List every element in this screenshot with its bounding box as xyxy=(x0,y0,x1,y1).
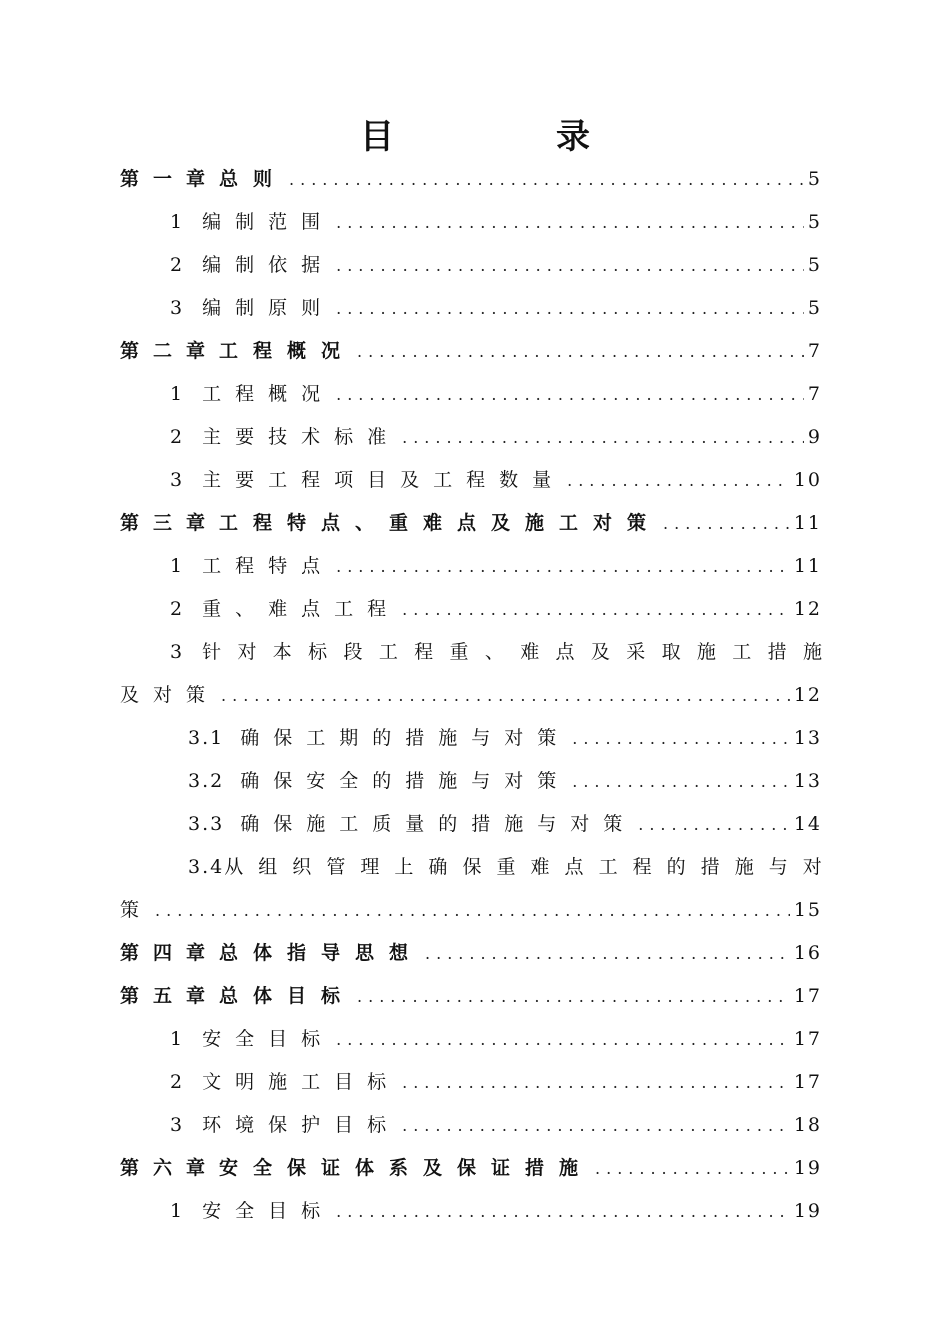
title-char: 难 xyxy=(520,641,540,663)
toc-chapter-6[interactable] xyxy=(120,1147,822,1190)
subsection-number: 3.4 xyxy=(188,856,225,878)
page-number: 5 xyxy=(807,297,822,319)
section-number: 2 xyxy=(170,598,185,620)
title-char: 上 xyxy=(394,856,414,878)
toc-item-6-1[interactable] xyxy=(120,1190,822,1233)
toc-item-3-2[interactable] xyxy=(120,588,822,631)
subsection-number: 3.3 xyxy=(188,813,225,835)
title-char: 难 xyxy=(530,856,550,878)
toc-item-3-3-line2[interactable] xyxy=(120,674,822,717)
page-number: 14 xyxy=(793,813,822,835)
chapter-title: 工程特点、重难点及施工对策 xyxy=(219,512,662,534)
toc-item-3-3-4-line2[interactable] xyxy=(120,889,822,932)
title-char: 施 xyxy=(802,641,822,663)
dot-leader xyxy=(638,803,790,846)
dot-leader xyxy=(336,373,804,416)
title-char: 点 xyxy=(555,641,575,663)
title-char: 取 xyxy=(661,641,681,663)
title-char: 工 xyxy=(598,856,618,878)
toc-item-5-1[interactable] xyxy=(120,1018,822,1061)
title-char: 重 xyxy=(449,641,469,663)
subsection-title: 确保安全的措施与对策 xyxy=(240,770,571,792)
dot-leader xyxy=(336,244,804,287)
toc-item-2-2[interactable] xyxy=(120,416,822,459)
subsection-title: 确保工期的措施与对策 xyxy=(240,727,571,749)
section-number: 1 xyxy=(170,211,185,233)
section-title: 编制范围 xyxy=(202,211,335,233)
title-char: 理 xyxy=(360,856,380,878)
title-char: 程 xyxy=(414,641,434,663)
page-number: 19 xyxy=(793,1200,822,1222)
toc-item-5-3[interactable] xyxy=(120,1104,822,1147)
section-number: 3 xyxy=(170,297,185,319)
dot-leader xyxy=(336,287,804,330)
page-number: 12 xyxy=(793,684,822,706)
section-title-line2: 及对策 xyxy=(120,684,220,706)
toc-item-3-3-3[interactable] xyxy=(120,803,822,846)
title-char: 段 xyxy=(343,641,363,663)
section-title: 编制依据 xyxy=(202,254,335,276)
dot-leader xyxy=(567,459,790,502)
section-title: 环境保护目标 xyxy=(202,1114,401,1136)
dot-leader xyxy=(155,889,790,932)
toc-item-1-3[interactable] xyxy=(120,287,822,330)
toc-item-1-1[interactable] xyxy=(120,201,822,244)
page-number: 15 xyxy=(793,899,822,921)
section-title: 安全目标 xyxy=(202,1200,335,1222)
title-char: 针 xyxy=(202,641,222,663)
page-number: 5 xyxy=(807,168,822,190)
dot-leader xyxy=(357,975,790,1018)
section-title: 重、难点工程 xyxy=(202,598,401,620)
dot-leader xyxy=(336,1190,790,1233)
page-number: 9 xyxy=(807,426,822,448)
title-char: 工 xyxy=(732,641,752,663)
page-number: 17 xyxy=(793,1028,822,1050)
page-number: 10 xyxy=(793,469,822,491)
section-title: 主要技术标准 xyxy=(202,426,401,448)
toc-item-3-3-1[interactable] xyxy=(120,717,822,760)
page-number: 7 xyxy=(807,383,822,405)
title-char: 措 xyxy=(700,856,720,878)
section-title: 工程特点 xyxy=(202,555,335,577)
title-char: 对 xyxy=(237,641,257,663)
dot-leader xyxy=(336,1018,790,1061)
dot-leader xyxy=(336,545,790,588)
section-title: 编制原则 xyxy=(202,297,335,319)
subsection-number: 3.1 xyxy=(188,727,225,749)
dot-leader xyxy=(357,330,804,373)
title-char: 措 xyxy=(767,641,787,663)
page-number: 19 xyxy=(793,1157,822,1179)
chapter-label: 第二章 xyxy=(120,340,220,362)
page-number: 7 xyxy=(807,340,822,362)
title-char: 从 xyxy=(224,856,244,878)
section-number: 3 xyxy=(170,1114,185,1136)
page-number: 12 xyxy=(793,598,822,620)
title-char: 对 xyxy=(802,856,822,878)
toc-item-3-3-line1[interactable] xyxy=(120,631,822,674)
toc-chapter-2[interactable] xyxy=(120,330,822,373)
section-title: 文明施工目标 xyxy=(202,1071,401,1093)
dot-leader xyxy=(663,502,790,545)
dot-leader xyxy=(402,416,804,459)
chapter-label: 第三章 xyxy=(120,512,220,534)
toc-title: 目 录 xyxy=(360,117,654,157)
section-number: 2 xyxy=(170,1071,185,1093)
section-title: 安全目标 xyxy=(202,1028,335,1050)
chapter-title: 总体目标 xyxy=(219,985,356,1007)
title-char: 与 xyxy=(768,856,788,878)
toc-chapter-1[interactable] xyxy=(120,158,822,201)
title-char: 本 xyxy=(272,641,292,663)
title-char: 织 xyxy=(292,856,312,878)
page-number: 11 xyxy=(793,512,822,534)
title-char: 程 xyxy=(632,856,652,878)
toc-item-3-3-2[interactable] xyxy=(120,760,822,803)
title-char: 的 xyxy=(666,856,686,878)
page-number: 5 xyxy=(807,254,822,276)
dot-leader xyxy=(402,1061,790,1104)
chapter-title: 总则 xyxy=(219,168,288,190)
section-number: 2 xyxy=(170,254,185,276)
chapter-label: 第五章 xyxy=(120,985,220,1007)
dot-leader xyxy=(595,1147,790,1190)
toc-item-3-1[interactable] xyxy=(120,545,822,588)
section-title: 工程概况 xyxy=(202,383,335,405)
title-char: 、 xyxy=(484,641,504,663)
page-number: 13 xyxy=(793,770,822,792)
title-char: 重 xyxy=(496,856,516,878)
chapter-title: 工程概况 xyxy=(219,340,356,362)
title-char: 工 xyxy=(378,641,398,663)
chapter-title: 总体指导思想 xyxy=(219,942,424,964)
section-number: 1 xyxy=(170,555,185,577)
toc-chapter-5[interactable] xyxy=(120,975,822,1018)
section-number: 3 xyxy=(170,469,185,491)
subsection-number: 3.2 xyxy=(188,770,225,792)
page-number: 16 xyxy=(793,942,822,964)
chapter-title: 安全保证体系及保证措施 xyxy=(219,1157,594,1179)
dot-leader xyxy=(402,1104,790,1147)
title-char: 标 xyxy=(308,641,328,663)
title-char: 点 xyxy=(564,856,584,878)
dot-leader xyxy=(572,760,790,803)
title-char: 采 xyxy=(626,641,646,663)
chapter-label: 第六章 xyxy=(120,1157,220,1179)
title-char: 及 xyxy=(590,641,610,663)
toc-chapter-3[interactable] xyxy=(120,502,822,545)
toc-item-5-2[interactable] xyxy=(120,1061,822,1104)
toc-item-1-2[interactable] xyxy=(120,244,822,287)
page-number: 13 xyxy=(793,727,822,749)
chapter-label: 第四章 xyxy=(120,942,220,964)
subsection-title-line2: 策 xyxy=(120,899,154,921)
title-char: 管 xyxy=(326,856,346,878)
subsection-title-line1 xyxy=(224,846,822,889)
title-char: 保 xyxy=(462,856,482,878)
section-number: 2 xyxy=(170,426,185,448)
page-number: 5 xyxy=(807,211,822,233)
toc-item-2-3[interactable] xyxy=(120,459,822,502)
title-char: 施 xyxy=(734,856,754,878)
subsection-title: 确保施工质量的措施与对策 xyxy=(240,813,637,835)
title-char: 施 xyxy=(696,641,716,663)
dot-leader xyxy=(289,158,804,201)
table-of-contents xyxy=(120,158,822,1233)
toc-item-2-1[interactable] xyxy=(120,373,822,416)
page-number: 17 xyxy=(793,1071,822,1093)
dot-leader xyxy=(402,588,790,631)
section-title-line1 xyxy=(202,631,822,674)
dot-leader xyxy=(221,674,790,717)
dot-leader xyxy=(336,201,804,244)
section-number: 3 xyxy=(170,641,185,663)
toc-item-3-3-4-line1[interactable] xyxy=(120,846,822,889)
page-number: 11 xyxy=(793,555,822,577)
section-number: 1 xyxy=(170,1028,185,1050)
section-number: 1 xyxy=(170,383,185,405)
title-char: 确 xyxy=(428,856,448,878)
section-title: 主要工程项目及工程数量 xyxy=(202,469,566,491)
page-number: 17 xyxy=(793,985,822,1007)
page-number: 18 xyxy=(793,1114,822,1136)
dot-leader xyxy=(425,932,790,975)
toc-chapter-4[interactable] xyxy=(120,932,822,975)
dot-leader xyxy=(572,717,790,760)
section-number: 1 xyxy=(170,1200,185,1222)
title-char: 组 xyxy=(258,856,278,878)
chapter-label: 第一章 xyxy=(120,168,220,190)
